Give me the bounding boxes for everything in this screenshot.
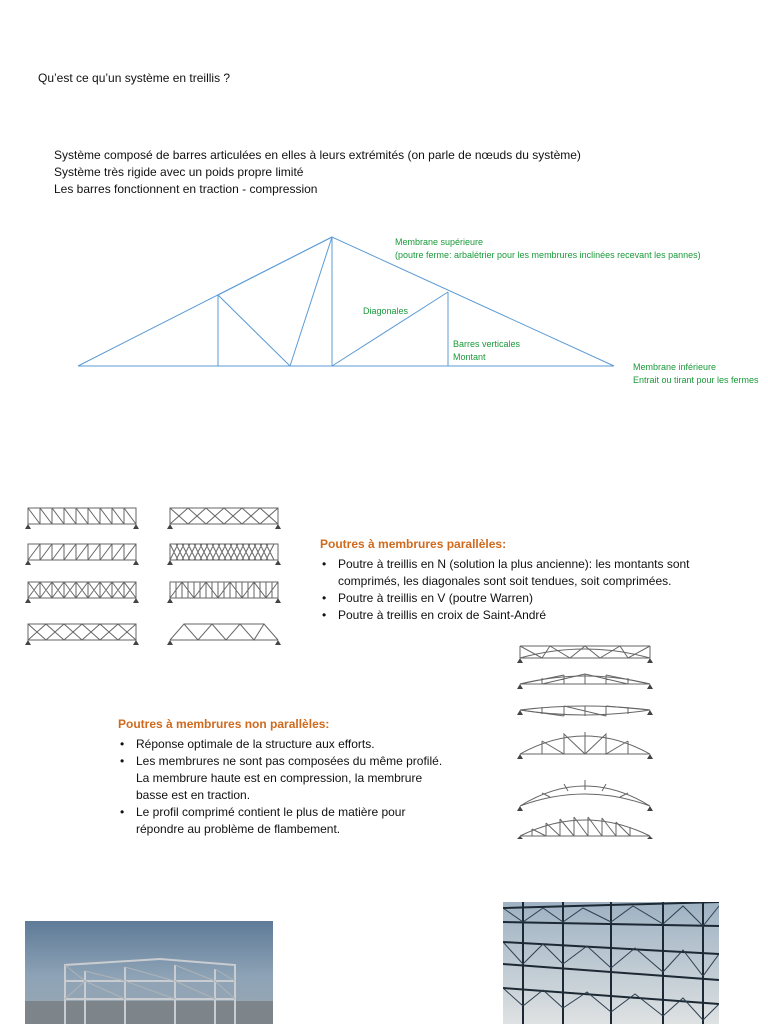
truss-diagram [0, 0, 768, 420]
truss-arch-figure-1 [520, 732, 650, 754]
truss-warren-x-figure [28, 624, 136, 640]
label-membrane-superieure: Membrane supérieure (poutre ferme: arbalétrier pour les membrures inclinées recevant les pannes) [395, 237, 701, 260]
roof-truss-photo [503, 902, 719, 1024]
list-item: • Poutre à treillis en N (solution la plus ancienne): les montants sont comprimés, les diagonales sont soit tendues, soit comprimées. [320, 556, 740, 590]
list-item: • Réponse optimale de la structure aux efforts. [118, 736, 448, 753]
truss-arch-figure-3 [520, 817, 650, 836]
steel-frame-photo [25, 921, 273, 1024]
truss-diagonal [290, 237, 332, 366]
nonparallel-truss-figures [512, 640, 658, 840]
list-item: • Poutre à treillis en V (poutre Warren) [320, 590, 740, 607]
list-item: • Le profil comprimé contient le plus de matière pour répondre au problème de flambement. [118, 804, 448, 838]
truss-bowstring-figure-1 [520, 646, 650, 658]
section-nonparallel [118, 716, 448, 838]
section-parallel-heading: Poutres à membrures parallèles: [320, 537, 507, 551]
truss-diagonal [332, 292, 448, 366]
truss-bowstring-figure-2 [520, 674, 650, 684]
truss-post-x-figure [28, 582, 136, 598]
truss-n-figure [28, 508, 136, 524]
roof-truss-illustration [503, 902, 719, 1024]
steel-frame-illustration [25, 921, 273, 1024]
truss-subdivided-figure [170, 582, 278, 598]
page-title: Qu’est ce qu’un système en treillis ? [38, 71, 231, 85]
truss-warren-figure [170, 624, 278, 640]
list-item: • Les membrures ne sont pas composées du même profilé. La membrure haute est en compression, la membrure basse est en traction. [118, 753, 448, 804]
section-nonparallel-heading: Poutres à membrures non parallèles: [118, 717, 330, 731]
label-barres-verticales: Barres verticales Montant [453, 339, 521, 362]
section-parallel [320, 536, 740, 624]
label-diagonales: Diagonales [363, 306, 409, 316]
intro-line: Les barres fonctionnent en traction - compression [54, 182, 318, 196]
list-item: • Poutre à treillis en croix de Saint-André [320, 607, 740, 624]
truss-diagonal [218, 295, 290, 366]
truss-inner-chord [218, 237, 332, 295]
intro-line: Système composé de barres articulées en elles à leurs extrémités (on parle de nœuds du système) [54, 148, 581, 162]
truss-lattice-figure [170, 544, 278, 560]
parallel-truss-figures [22, 504, 284, 652]
truss-n-inverse-figure [28, 544, 136, 560]
label-membrane-inferieure: Membrane inférieure Entrait ou tirant pour les fermes [633, 362, 759, 385]
truss-x-figure [170, 508, 278, 524]
truss-arch-figure-2 [520, 780, 650, 806]
intro-line: Système très rigide avec un poids propre limité [54, 165, 304, 179]
truss-lens-figure [520, 706, 650, 716]
